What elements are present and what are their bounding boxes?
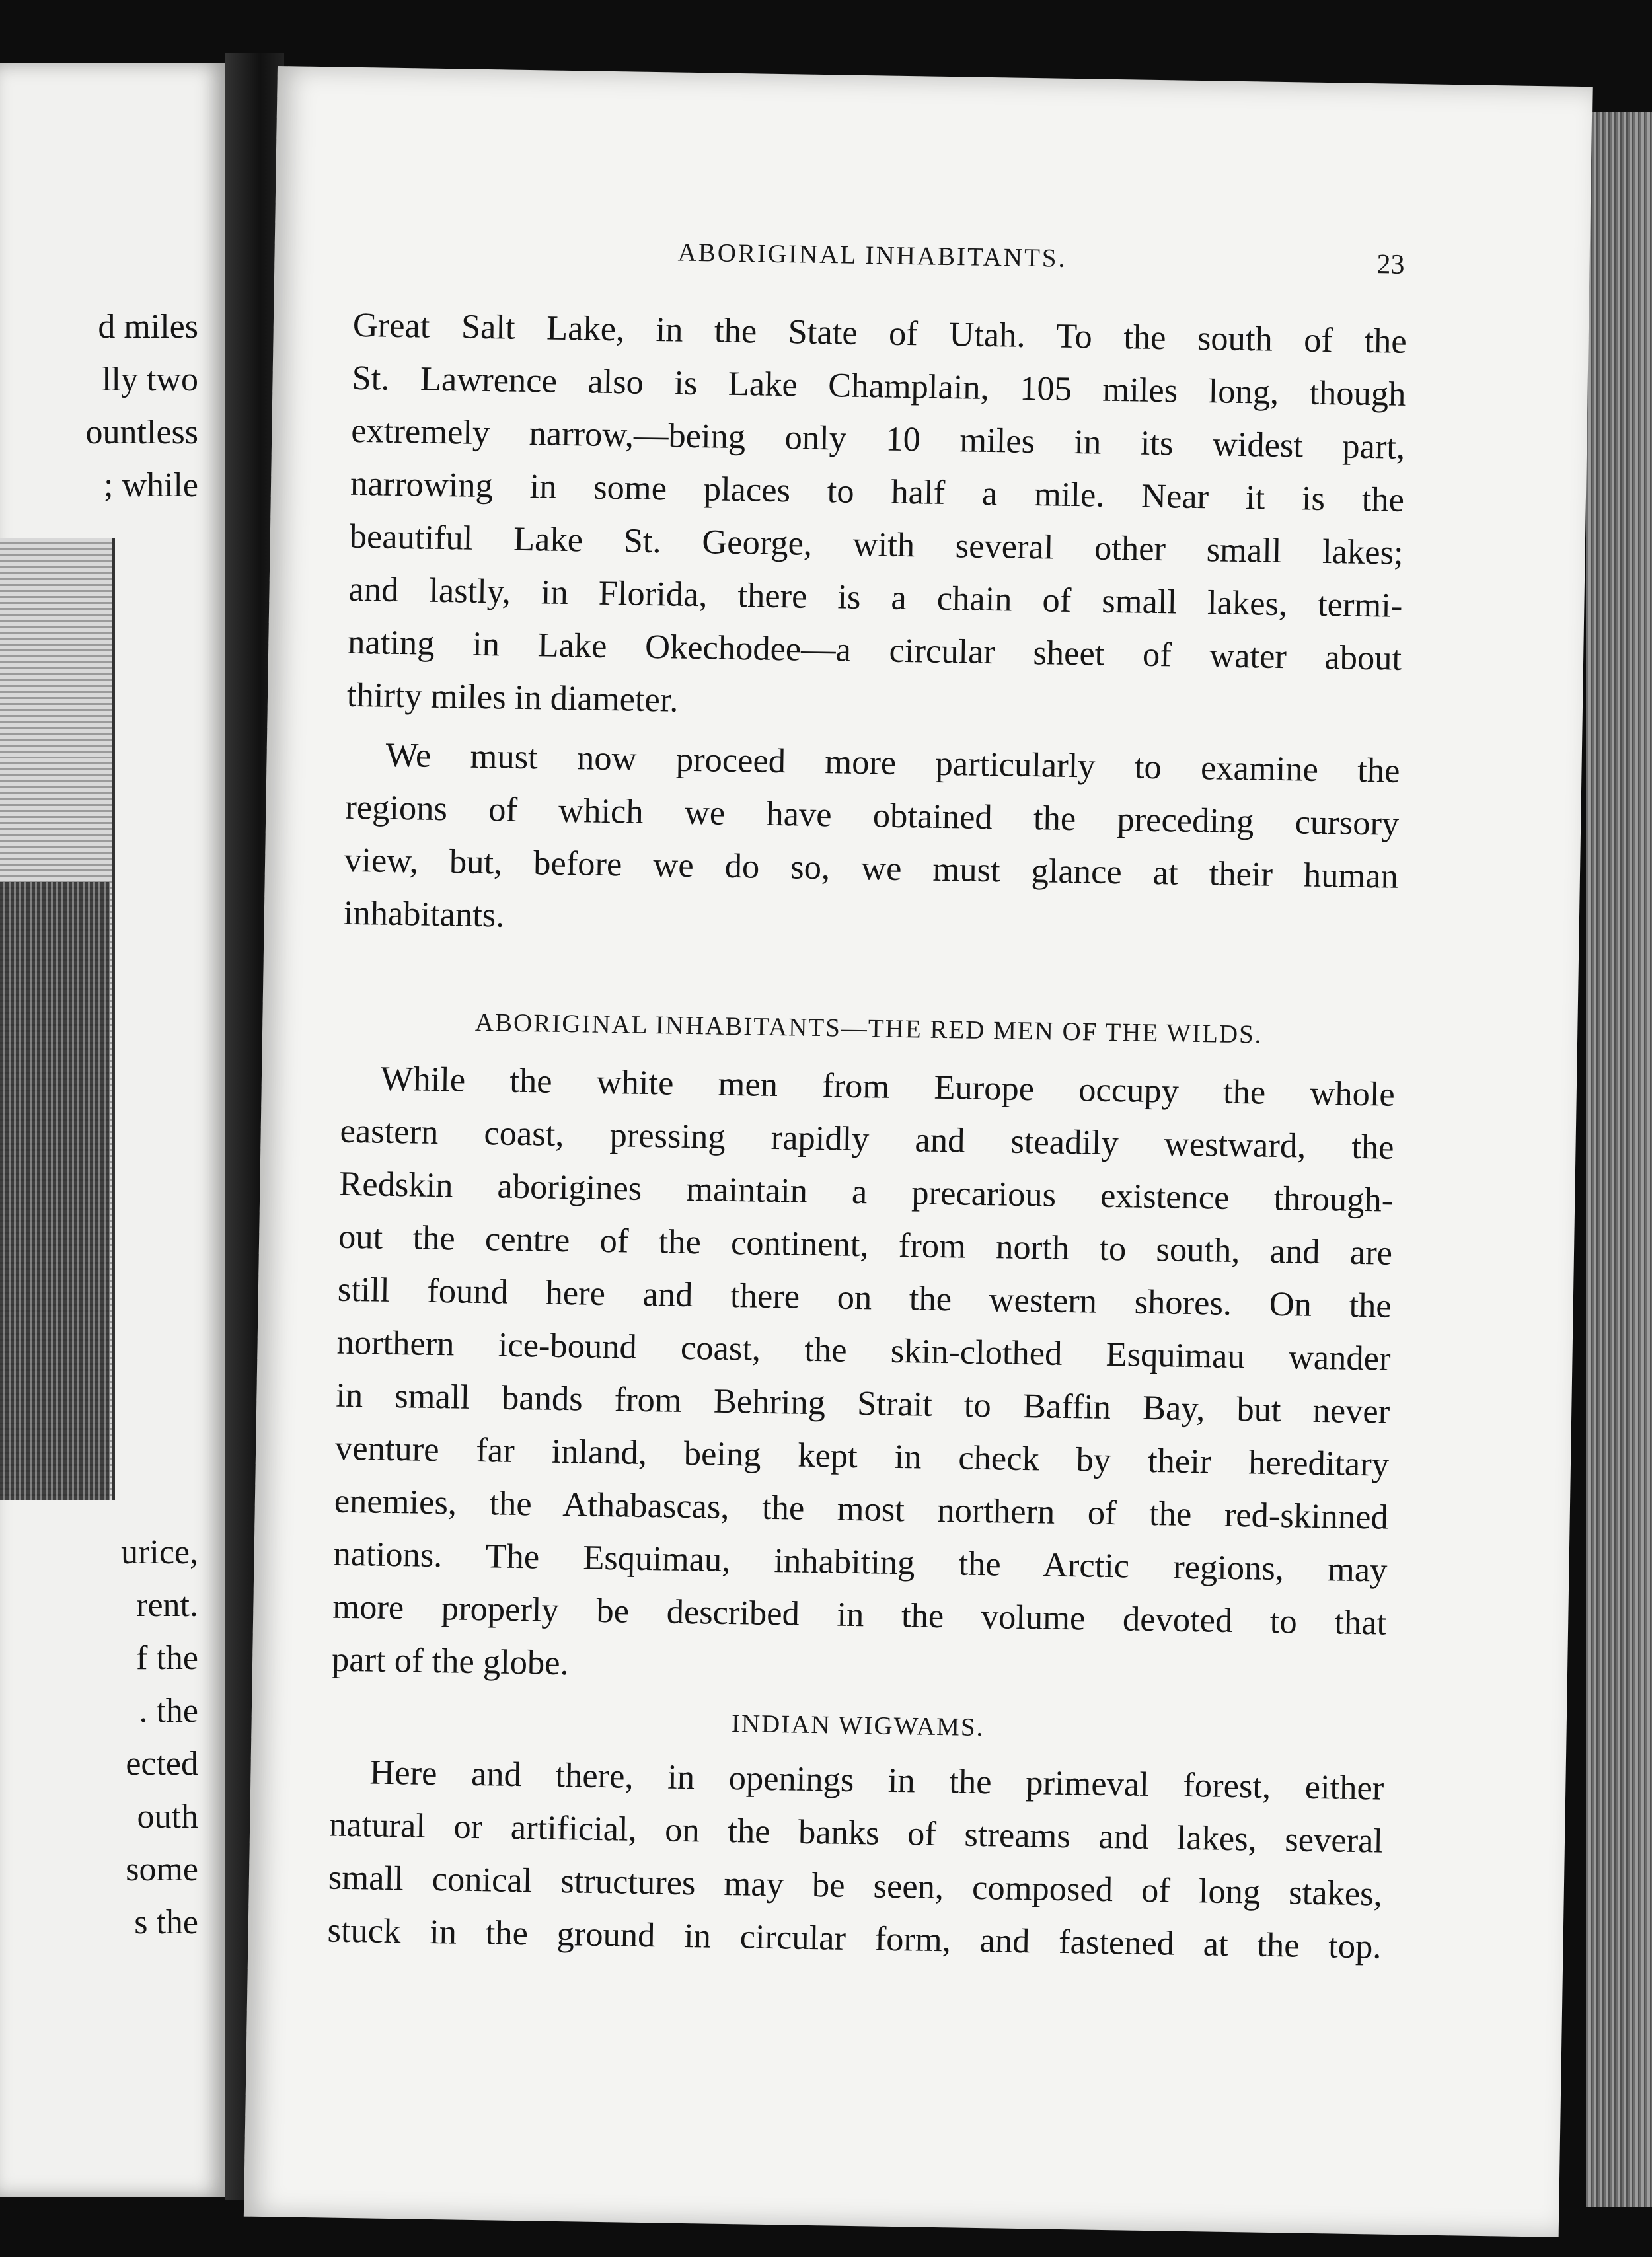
left-page-fragment: urice,: [121, 1534, 198, 1571]
text-line: natural or artificial, on the banks of streams and lakes, several: [328, 1805, 1384, 1861]
text-line: more properly be described in the volume devoted to that: [332, 1587, 1387, 1643]
running-head: ABORIGINAL INHABITANTS.: [677, 238, 1067, 273]
right-page: [244, 66, 1593, 2237]
text-line: extremely narrow,—being only 10 miles in its widest part,: [350, 411, 1406, 466]
left-page-fragment: ected: [126, 1745, 198, 1783]
text-line: nating in Lake Okechodee—a circular sheet of water about: [347, 622, 1402, 678]
left-page-fragment: outh: [137, 1798, 198, 1835]
text-line: out the centre of the continent, from north to south, and are: [338, 1217, 1393, 1273]
left-page-fragment: rent.: [136, 1586, 198, 1624]
section-heading: ABORIGINAL INHABITANTS—THE RED MEN OF THE WILDS.: [474, 1008, 1263, 1049]
left-page-fragment: s the: [134, 1904, 198, 1941]
text-line: inhabitants.: [343, 893, 505, 935]
text-line: and lastly, in Florida, there is a chain of small lakes, termi-: [348, 570, 1403, 625]
text-line: St. Lawrence also is Lake Champlain, 105 miles long, though: [352, 358, 1406, 414]
text-line: northern ice-bound coast, the skin-clothed Esquimau wander: [336, 1323, 1391, 1378]
left-page-fragment: lly two: [102, 361, 198, 398]
text-line: eastern coast, pressing rapidly and steadily westward, the: [340, 1111, 1394, 1167]
left-page-fragment: d miles: [98, 308, 198, 346]
page-edges: [1586, 112, 1652, 2207]
text-line: thirty miles in diameter.: [346, 675, 679, 720]
text-line: We must now proceed more particularly to examine the: [385, 735, 1400, 790]
text-line: nations. The Esquimau, inhabiting the Arctic regions, may: [333, 1534, 1388, 1590]
left-page-fragment: f the: [136, 1639, 198, 1677]
text-line: stuck in the ground in circular form, and fastened at the top.: [327, 1911, 1382, 1966]
text-line: While the white men from Europe occupy the whole: [380, 1059, 1396, 1114]
left-page-fragment: ountless: [85, 414, 198, 451]
left-page-fragment: some: [126, 1851, 198, 1888]
left-page-illustration: [0, 538, 115, 1500]
text-line: small conical structures may be seen, composed of long stakes,: [328, 1858, 1383, 1913]
text-line: Redskin aborigines maintain a precarious existence through-: [338, 1164, 1394, 1220]
text-line: in small bands from Behring Strait to Baffin Bay, but never: [335, 1376, 1390, 1431]
text-line: narrowing in some places to half a mile. Near it is the: [350, 464, 1405, 519]
page-number: 23: [1376, 249, 1405, 280]
illustration-forest-shading: [0, 882, 110, 1500]
text-line: part of the globe.: [331, 1640, 570, 1683]
left-page: [0, 63, 225, 2197]
text-line: Here and there, in openings in the primeval forest, either: [369, 1753, 1384, 1808]
text-line: Great Salt Lake, in the State of Utah. To the south of the: [352, 305, 1408, 361]
left-page-fragment: ; while: [104, 466, 198, 504]
text-line: still found here and there on the western shores. On the: [337, 1270, 1392, 1325]
text-line: beautiful Lake St. George, with several other small lakes;: [349, 517, 1404, 572]
text-line: view, but, before we do so, we must glance at their human: [344, 840, 1399, 896]
text-line: regions of which we have obtained the preceding cursory: [344, 788, 1400, 843]
text-line: venture far inland, being kept in check by their hereditary: [334, 1428, 1390, 1484]
text-line: enemies, the Athabascas, the most northern of the red-skinned: [334, 1481, 1389, 1537]
subheading: INDIAN WIGWAMS.: [731, 1709, 985, 1742]
left-page-fragment: . the: [139, 1692, 198, 1730]
